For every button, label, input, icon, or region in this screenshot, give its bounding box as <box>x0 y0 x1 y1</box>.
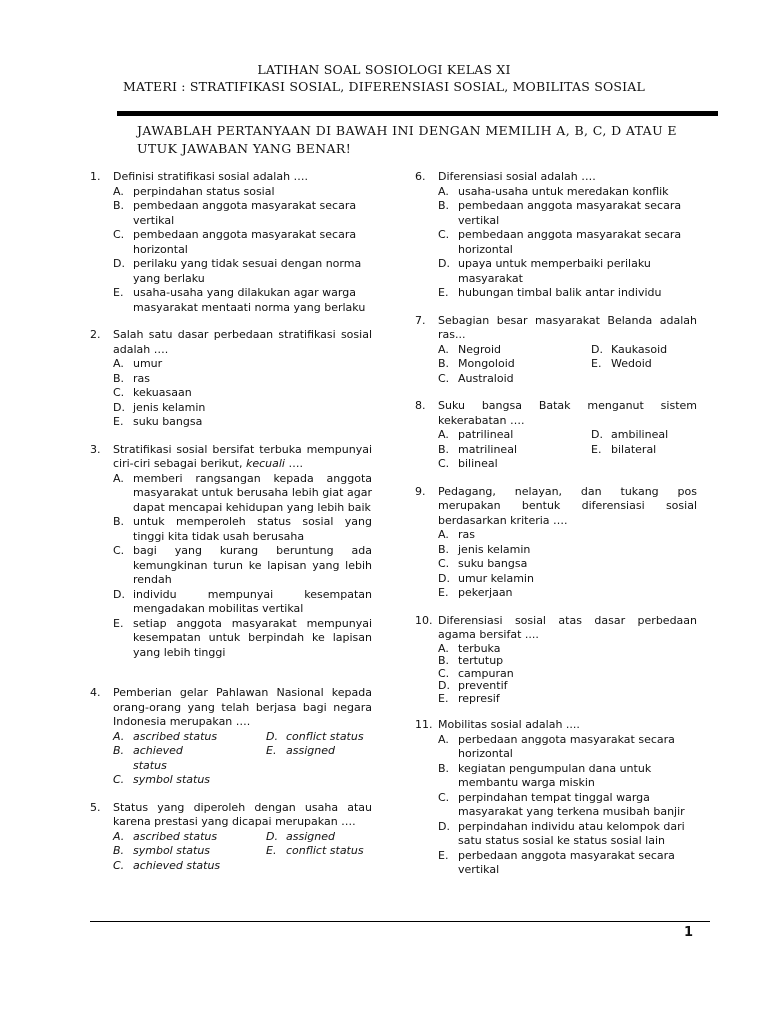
option-text: conflict status <box>286 844 364 857</box>
question-7 <box>415 314 697 387</box>
option-letter: B. <box>438 442 450 456</box>
question-stem: Sebagian besar masyarakat Belanda adalah ras... <box>438 313 697 341</box>
option-letter: B. <box>113 515 125 528</box>
document-header <box>0 61 768 95</box>
question-8 <box>415 399 697 472</box>
option-c <box>113 859 266 874</box>
instructions-line-1: JAWABLAH PERTANYAAN DI BAWAH INI DENGAN MEMILIH A, B, C, D ATAU E <box>137 123 677 138</box>
option-e <box>438 693 697 706</box>
option-letter: E. <box>438 848 449 862</box>
question-number: 9. <box>415 484 426 498</box>
option-letter: A. <box>438 732 449 746</box>
option-letter: C. <box>113 228 125 241</box>
option-letter: A. <box>438 184 449 198</box>
option-d <box>591 428 697 443</box>
option-e <box>266 744 372 773</box>
question-number: 8. <box>415 399 426 412</box>
option-letter: C. <box>438 371 450 385</box>
option-text: ras <box>458 528 475 541</box>
option-letter: B. <box>113 844 125 857</box>
page-number: 1 <box>684 925 694 940</box>
instructions-line-2: UTUK JAWABAN YANG BENAR! <box>137 141 352 156</box>
option-a <box>113 830 266 845</box>
question-stem: Diferensiasi sosial atas dasar perbedaan agama bersifat .... <box>438 613 697 641</box>
question-stem: Salah satu dasar perbedaan stratifikasi sosial adalah …. <box>113 328 372 356</box>
option-text: achieved status <box>133 744 183 772</box>
option-letter: A. <box>438 641 449 655</box>
option-letter: E. <box>266 844 277 857</box>
option-text: symbol status <box>133 773 211 786</box>
option-b <box>113 199 372 228</box>
option-letter: A. <box>113 357 124 370</box>
option-letter: D. <box>113 400 125 414</box>
option-text: ascribed status <box>133 829 218 843</box>
option-letter: C. <box>113 773 125 786</box>
question-stem: Status yang diperoleh dengan usaha atau karena prestasi yang dicapai merupakan …. <box>113 800 372 828</box>
option-letter: A. <box>113 184 124 198</box>
option-letter: A. <box>438 342 449 356</box>
option-text: usaha-usaha untuk meredakan konflik <box>458 184 669 198</box>
option-text: bagi yang kurang beruntung ada kemungkinan turun ke lapisan yang lebih rendah <box>133 544 372 586</box>
option-letter: D. <box>438 571 450 585</box>
option-text: jenis kelamin <box>458 542 531 556</box>
option-letter: D. <box>266 729 278 743</box>
option-e <box>591 357 697 372</box>
option-letter: D. <box>438 679 450 692</box>
option-letter: A. <box>113 729 125 743</box>
option-text: tertutup <box>458 654 504 667</box>
question-stem <box>113 443 372 472</box>
question-stem: Suku bangsa Batak menganut sistem kekerabatan …. <box>438 399 697 427</box>
option-d <box>438 257 697 286</box>
option-a <box>113 357 372 372</box>
option-d <box>438 572 697 587</box>
option-d <box>266 730 372 745</box>
question-number: 2. <box>90 328 101 341</box>
question-number: 1. <box>90 170 101 183</box>
stem-text: Stratifikasi sosial bersifat terbuka mempunyai ciri-ciri sebagai berikut, <box>113 442 372 470</box>
question-11 <box>415 718 697 878</box>
option-text: suku bangsa <box>133 415 203 428</box>
question-stem: Pemberian gelar Pahlawan Nasional kepada orang-orang yang telah berjasa bagi negara Indonesia merupakan …. <box>113 686 372 728</box>
option-letter: E. <box>438 586 449 599</box>
question-number: 11. <box>415 718 433 731</box>
option-letter: E. <box>113 286 124 299</box>
question-number: 4. <box>90 686 101 699</box>
option-text: assigned <box>286 744 335 757</box>
option-letter: A. <box>438 428 449 441</box>
option-letter: B. <box>438 542 450 556</box>
option-letter: D. <box>266 829 278 843</box>
option-text: patrilineal <box>458 428 514 441</box>
option-text: umur <box>133 357 163 370</box>
option-e <box>113 617 372 661</box>
option-e <box>591 443 697 458</box>
option-text: pembedaan anggota masyarakat secara vertikal <box>458 199 682 227</box>
option-c <box>113 544 372 588</box>
option-letter: E. <box>438 286 449 299</box>
question-5 <box>90 801 372 874</box>
option-text: achieved status <box>133 858 221 872</box>
option-text: Kaukasoid <box>611 342 668 356</box>
question-stem: Diferensiasi sosial adalah …. <box>438 170 596 183</box>
header-divider <box>117 111 718 116</box>
question-number: 7. <box>415 313 426 327</box>
option-letter: C. <box>113 386 125 399</box>
option-a <box>438 733 697 762</box>
option-text: hubungan timbal balik antar individu <box>458 286 662 299</box>
option-text: upaya untuk memperbaiki perilaku masyarakat <box>458 257 651 285</box>
option-e <box>266 844 372 859</box>
option-letter: C. <box>438 790 450 804</box>
option-letter: B. <box>113 371 125 385</box>
option-b <box>113 844 266 859</box>
option-text: usaha-usaha yang dilakukan agar warga masyarakat mentaati norma yang berlaku <box>133 286 366 314</box>
option-d <box>438 820 697 849</box>
option-letter: C. <box>438 457 450 470</box>
option-text: perpindahan individu atau kelompok dari satu status sosial ke status sosial lain <box>458 819 685 847</box>
option-text: perbedaan anggota masyarakat secara horizontal <box>458 732 675 760</box>
question-2 <box>90 328 372 430</box>
option-a <box>438 185 697 200</box>
option-text: bilateral <box>611 442 657 456</box>
option-text: matrilineal <box>458 442 517 456</box>
option-text: Negroid <box>458 342 502 356</box>
option-b <box>438 199 697 228</box>
option-text: pekerjaan <box>458 586 513 599</box>
option-letter: C. <box>113 858 125 872</box>
option-text: pembedaan anggota masyarakat secara vertikal <box>133 199 357 227</box>
option-text: conflict status <box>286 729 364 743</box>
question-stem: Pedagang, nelayan, dan tukang pos merupakan bentuk diferensiasi sosial berdasarkan kriteria …. <box>438 484 697 527</box>
question-10 <box>415 614 697 706</box>
option-c <box>113 228 372 257</box>
option-letter: D. <box>113 587 125 601</box>
option-letter: A. <box>438 528 449 541</box>
option-c <box>438 557 697 572</box>
option-e <box>113 415 372 430</box>
stem-suffix: …. <box>284 457 303 470</box>
question-3 <box>90 443 372 661</box>
question-number: 10. <box>415 613 433 627</box>
option-letter: D. <box>591 342 603 356</box>
option-a <box>113 472 372 516</box>
option-text: perbedaan anggota masyarakat secara vertikal <box>458 848 675 876</box>
option-letter: B. <box>113 744 125 757</box>
option-text: ascribed status <box>133 729 218 743</box>
option-text: suku bangsa <box>458 557 528 570</box>
option-text: assigned <box>286 829 335 843</box>
option-c <box>113 386 372 401</box>
option-text: Mongoloid <box>458 357 515 370</box>
option-a <box>438 528 697 543</box>
option-text: perpindahan tempat tinggal warga masyarakat yang terkena musibah banjir <box>458 790 685 818</box>
option-c <box>113 773 266 788</box>
option-d <box>113 257 372 286</box>
option-text: campuran <box>458 666 514 680</box>
option-letter: C. <box>438 666 450 680</box>
option-letter: E. <box>438 691 449 705</box>
option-letter: C. <box>438 557 450 570</box>
option-text: ras <box>133 371 150 385</box>
option-text: preventif <box>458 679 508 692</box>
option-text: represif <box>458 691 500 705</box>
option-letter: B. <box>438 199 450 212</box>
footer-divider <box>90 921 710 922</box>
option-letter: B. <box>113 199 125 212</box>
option-e <box>438 849 697 878</box>
option-letter: B. <box>438 357 450 370</box>
option-c <box>438 228 697 257</box>
option-text: memberi rangsangan kepada anggota masyarakat untuk berusaha lebih giat agar dapat mencapai kehidupan yang lebih baik <box>133 471 372 514</box>
option-b <box>113 744 266 773</box>
option-text: setiap anggota masyarakat mempunyai kesempatan untuk berpindah ke lapisan yang lebih tinggi <box>133 616 372 659</box>
option-text: untuk memperoleh status sosial yang tinggi kita tidak usah berusaha <box>133 515 372 543</box>
option-text: umur kelamin <box>458 571 534 585</box>
question-1 <box>90 170 372 315</box>
option-letter: A. <box>113 471 124 485</box>
option-a <box>113 730 266 745</box>
option-c <box>438 457 591 472</box>
option-letter: E. <box>591 357 602 370</box>
document-title: LATIHAN SOAL SOSIOLOGI KELAS XI <box>257 62 511 77</box>
option-e <box>113 286 372 315</box>
option-letter: E. <box>113 616 124 630</box>
option-e <box>438 286 697 301</box>
option-b <box>438 543 697 558</box>
document-subtitle: MATERI : STRATIFIKASI SOSIAL, DIFERENSIASI SOSIAL, MOBILITAS SOSIAL <box>122 79 646 94</box>
option-text: perilaku yang tidak sesuai dengan norma yang berlaku <box>133 257 362 285</box>
question-number: 3. <box>90 442 101 456</box>
option-b <box>438 443 591 458</box>
option-text: Australoid <box>458 371 514 385</box>
option-letter: D. <box>591 428 603 441</box>
option-a <box>438 343 591 358</box>
option-text: pembedaan anggota masyarakat secara horizontal <box>133 228 357 256</box>
option-text: ambilineal <box>611 428 669 441</box>
option-letter: E. <box>591 442 602 456</box>
option-c <box>438 791 697 820</box>
question-6 <box>415 170 697 301</box>
option-text: symbol status <box>133 844 211 857</box>
option-e <box>438 586 697 601</box>
option-text: bilineal <box>458 457 498 470</box>
option-letter: C. <box>113 544 125 557</box>
option-text: terbuka <box>458 641 501 655</box>
question-stem: Definisi stratifikasi sosial adalah …. <box>113 170 309 183</box>
option-letter: D. <box>438 819 450 833</box>
option-letter: B. <box>438 761 450 775</box>
option-d <box>591 343 697 358</box>
option-letter: D. <box>438 257 450 270</box>
option-c <box>438 372 591 387</box>
option-letter: C. <box>438 228 450 241</box>
option-letter: E. <box>113 415 124 428</box>
option-letter: E. <box>266 744 277 757</box>
question-9 <box>415 485 697 601</box>
option-b <box>113 372 372 387</box>
question-4 <box>90 686 372 788</box>
option-text: Wedoid <box>611 357 652 370</box>
instructions <box>137 122 697 158</box>
option-text: individu mempunyai kesempatan mengadakan mobilitas vertikal <box>133 587 372 615</box>
question-number: 6. <box>415 170 426 183</box>
option-d <box>113 401 372 416</box>
option-text: kegiatan pengumpulan dana untuk membantu warga miskin <box>458 761 652 789</box>
option-a <box>113 185 372 200</box>
option-letter: B. <box>438 654 450 667</box>
option-d <box>266 830 372 845</box>
left-column <box>90 170 372 873</box>
option-a <box>438 428 591 443</box>
option-b <box>438 762 697 791</box>
option-b <box>438 357 591 372</box>
question-stem: Mobilitas sosial adalah .... <box>438 718 580 731</box>
option-letter: A. <box>113 829 125 843</box>
stem-emphasis: kecuali <box>245 457 285 470</box>
option-letter: D. <box>113 257 125 270</box>
option-text: pembedaan anggota masyarakat secara horizontal <box>458 228 682 256</box>
option-b <box>113 515 372 544</box>
option-text: perpindahan status sosial <box>133 184 275 198</box>
question-number: 5. <box>90 800 101 814</box>
option-text: jenis kelamin <box>133 400 206 414</box>
option-text: kekuasaan <box>133 386 192 399</box>
right-column <box>415 170 697 878</box>
option-d <box>113 588 372 617</box>
